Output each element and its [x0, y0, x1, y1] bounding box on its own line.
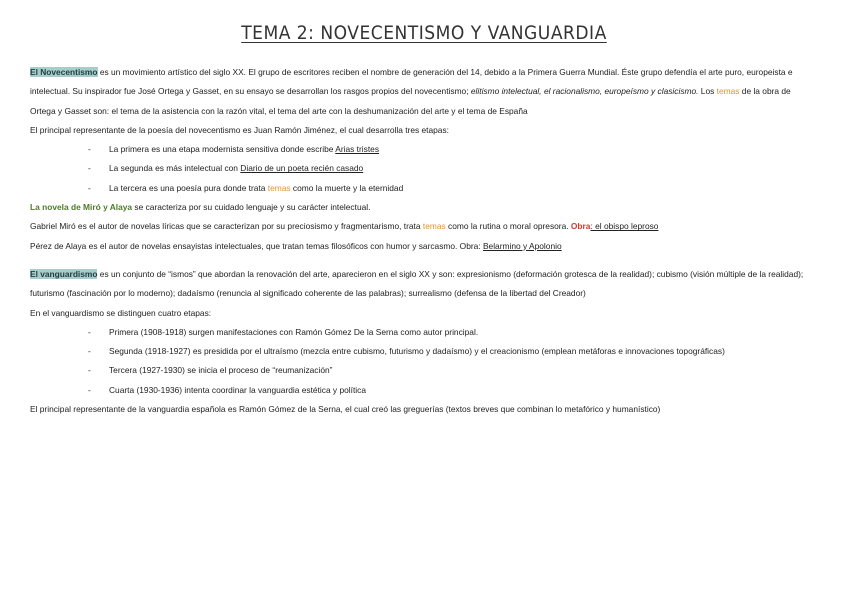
list-item: - Cuarta (1930-1936) intenta coordinar la vanguardia estética y política: [88, 381, 812, 400]
list-item: - Tercera (1927-1930) se inicia el proceso de “reumanización”: [88, 361, 812, 380]
list-item: - Segunda (1918-1927) es presidida por el ultraísmo (mezcla entre cubismo, futurismo y dadaísmo) y el creacionismo (emplean metáforas e innovaciones topográficas): [88, 342, 812, 361]
perez-obra: Belarmino y Apolonio: [482, 240, 562, 251]
poetry-intro: El principal representante de la poesía del novecentismo es Juan Ramón Jiménez, el cual desarrolla tres etapas:: [30, 124, 449, 135]
stage-3-temas: temas: [267, 182, 291, 193]
novecentismo-intro-1: es un movimiento artístico del siglo XX. El grupo de escritores reciben el nombre de generación del 14, debido a la Primera Guerra Mundial. Éste grupo defendía el arte puro, europeista e intelectual. Su inspirador fue José Ortega y Gasset, en su ensayo se desarrollan los rasgos propios del novecentismo;: [30, 67, 793, 97]
miro-text-a: Gabriel Miró es el autor de novelas líricas que se caracterizan por su preciosismo y fragmentarismo, trata: [30, 221, 423, 232]
stage-3-text-a: La tercera es una poesía pura donde trata: [109, 182, 268, 193]
vanguardismo-paragraph: [30, 265, 812, 304]
miro-temas: temas: [422, 221, 446, 232]
stage-1-work: Arias tristes: [335, 144, 380, 155]
stage-1-text: La primera es una etapa modernista sensitiva donde escribe: [109, 144, 336, 155]
vanguardismo-intro: es un conjunto de “ismos” que abordan la renovación del arte, aparecieron en el siglo XX y son: expresionismo (deformación grotesca de la realidad); cubismo (visión múltiple de la realidad); futurismo (fascinación por lo moderno); dadaísmo (renuncia al significado coherente de las palabras); surrealismo (defensa de la libertad del Creador): [30, 268, 804, 299]
jrj-stages-list: [30, 140, 812, 198]
vanguard-stages-list: [30, 323, 812, 400]
list-item: [88, 140, 812, 159]
perez-text: Pérez de Alaya es el autor de novelas ensayistas intelectuales, que tratan temas filosóficos con humor y sarcasmo. Obra:: [30, 240, 483, 251]
list-item: [88, 179, 812, 198]
novel-heading: La novela de Miró y Alaya: [30, 202, 133, 213]
vanguardismo-term: El vanguardismo: [30, 268, 98, 279]
miro-text-b: como la rutina o moral opresora.: [445, 221, 571, 232]
novel-paragraph: [30, 198, 812, 217]
perez-paragraph: [30, 237, 812, 256]
list-item: - Primera (1908-1918) surgen manifestaciones con Ramón Gómez De la Serna como autor principal.: [88, 323, 812, 342]
document-body: [30, 63, 812, 419]
list-item: [88, 159, 812, 178]
novel-text: se caracteriza por su cuidado lenguaje y su carácter intelectual.: [132, 202, 371, 213]
temas-word: temas: [716, 86, 740, 97]
novecentismo-paragraph: [30, 63, 812, 121]
stage-2-text: La segunda es más intelectual con: [109, 163, 241, 174]
miro-obra: : el obispo leproso: [590, 221, 659, 232]
miro-obra-label: Obra: [570, 221, 591, 232]
stage-2-work: Diario de un poeta recién casado: [240, 163, 364, 174]
novecentismo-term: El Novecentismo: [30, 67, 98, 77]
section-divider: [30, 256, 812, 265]
miro-paragraph: [30, 217, 812, 236]
vanguard-stages-intro: En el vanguardismo se distinguen cuatro etapas:: [30, 307, 212, 318]
stage-3-text-b: como la muerte y la eternidad: [290, 182, 404, 193]
novecentismo-intro-3: de la obra de Ortega y Gasset son: el tema de la asistencia con la razón vital, el tema del arte con la deshumanización del arte y el tema de España: [30, 86, 791, 116]
vanguard-conclusion: El principal representante de la vanguardia española es Ramón Gómez de la Serna, el cual creó las greguerías (textos breves que combinan lo metafórico y humanístico): [30, 404, 661, 415]
novecentismo-intro-2: Los: [698, 86, 717, 97]
page-title: TEMA 2: NOVECENTISMO Y VANGUARDIA: [241, 22, 607, 44]
novecentismo-intro-italic: elitismo intelectual, el racionalismo, europeísmo y clasicismo.: [470, 86, 699, 97]
